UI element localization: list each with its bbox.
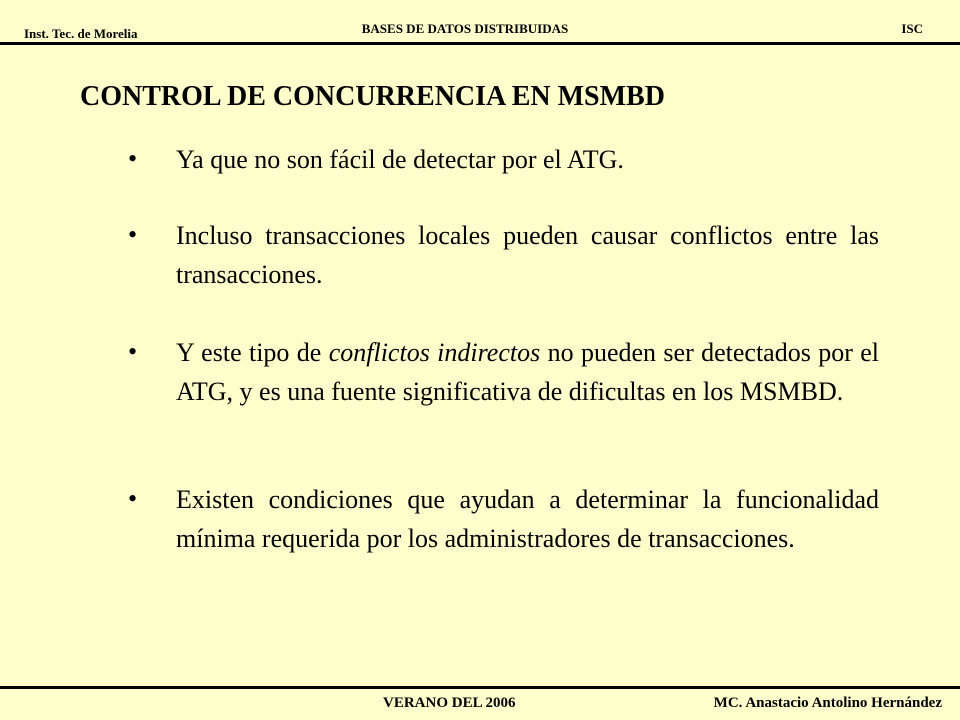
bullet-marker: • — [128, 144, 138, 173]
bullet-text-3-end: no pueden ser detectados por el ATG, y es una fuente significativa de dificultas en los MSMBD. — [176, 338, 879, 406]
bullet-marker: • — [128, 484, 138, 513]
bullet-text-3 — [176, 333, 879, 411]
bullet-text-4: Existen condiciones que ayudan a determinar la funcionalidad mínima requerida por los administradores de transacciones. — [176, 485, 879, 553]
emphasis-conflictos-indirectos: conflictos indirectos — [328, 338, 541, 367]
bullet-marker: • — [128, 337, 138, 366]
header-rule — [0, 42, 960, 45]
bullet-text-1: Ya que no son fácil de detectar por el ATG. — [176, 145, 624, 174]
slide-title: CONTROL DE CONCURRENCIA EN MSMBD — [80, 81, 665, 112]
header-institution: Inst. Tec. de Morelia — [24, 26, 138, 41]
bullet-text-3-start: Y este tipo de — [176, 338, 329, 367]
footer-term: VERANO DEL 2006 — [383, 695, 516, 711]
header-course — [0, 22, 960, 35]
header-course-label: BASES DE DATOS DISTRIBUIDAS — [361, 21, 569, 36]
bullet-text-2: Incluso transacciones locales pueden causar conflictos entre las transacciones. — [176, 221, 879, 289]
footer-author: MC. Anastacio Antolino Hernández — [713, 695, 942, 711]
footer-rule — [0, 686, 960, 689]
bullet-marker: • — [128, 220, 138, 249]
header-program: ISC — [901, 21, 923, 36]
